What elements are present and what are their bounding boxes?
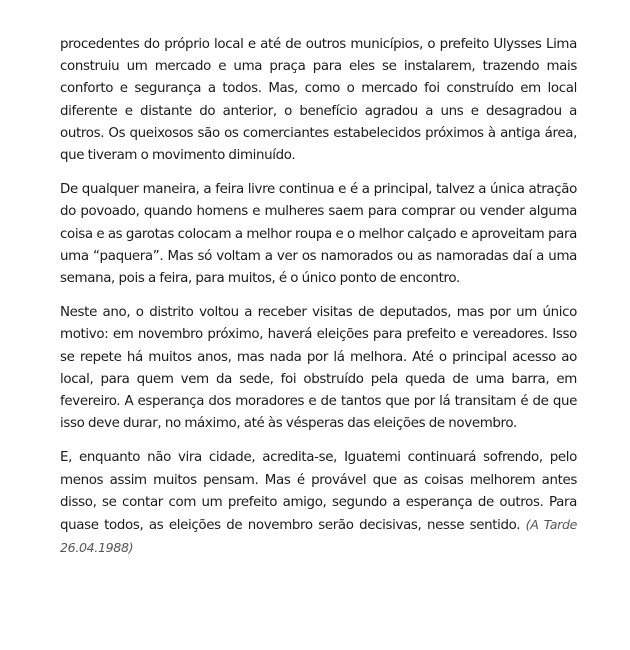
paragraph-1: procedentes do próprio local e até de outros municípios, o prefeito Ulysses Lima construiu um mercado e uma praça para eles se instalarem, trazendo mais conforto e segurança a todos. Mas, como o mercado foi construído em local diferente e distante do anterior, o benefício agradou a uns e desagradou a outros. Os queixosos são os comerciantes estabelecidos próximos à antiga área, que tiveram o movimento diminuído.: [60, 37, 577, 164]
paragraph-4-text: E, enquanto não vira cidade, acredita-se, Iguatemi continuará sofrendo, pelo menos assim muitos pensam. Mas é provável que as coisas melhorem antes disso, se contar com um prefeito amigo, segundo a esperança de outros. Para quase todos, as eleições de novembro serão decisivas, nesse sentido.: [60, 450, 577, 534]
source-citation: (A Tarde 26.04.1988): [60, 517, 577, 556]
paragraph-3: Neste ano, o distrito voltou a receber visitas de deputados, mas por um único motivo: em novembro próximo, haverá eleições para prefeito e vereadores. Isso se repete há muitos anos, mas nada por lá melhora. Até o principal acesso ao local, para quem vem da sede, foi obstruído pela queda de uma barra, em fevereiro. A esperança dos moradores e de tantos que por lá transitam é de que isso deve durar, no máximo, até às vésperas das eleições de novembro.: [60, 305, 577, 432]
document-body: [60, 34, 577, 560]
paragraph-2: De qualquer maneira, a feira livre continua e é a principal, talvez a única atração do povoado, quando homens e mulheres saem para comprar ou vender alguma coisa e as garotas colocam a melhor roupa e o melhor calçado e aproveitam para uma “paquera”. Mas só voltam a ver os namorados ou as namoradas daí a uma semana, pois a feira, para muitos, é o único ponto de encontro.: [60, 182, 577, 287]
paragraph-4: [60, 447, 577, 560]
